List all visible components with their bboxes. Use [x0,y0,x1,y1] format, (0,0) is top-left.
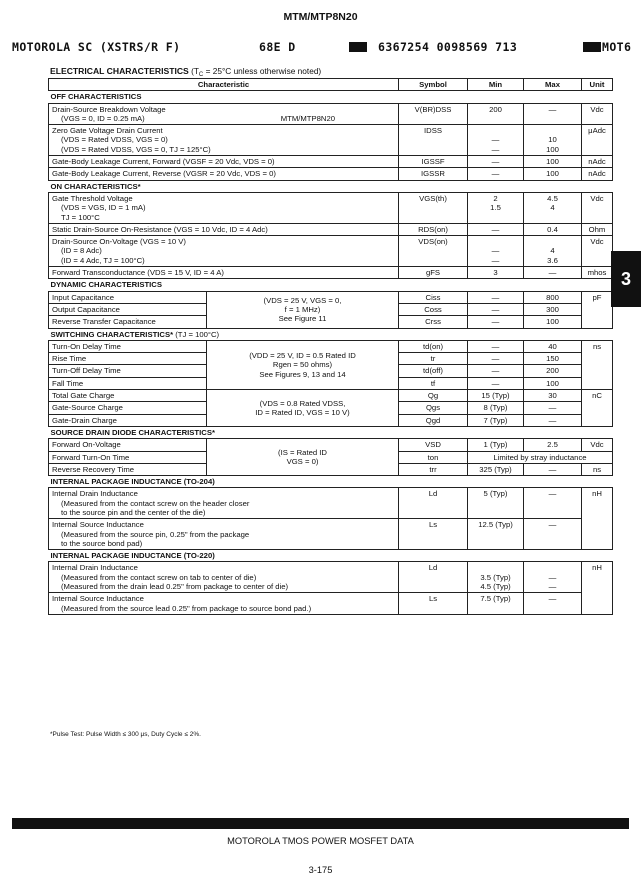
table-row: Zero Gate Voltage Drain Current (VDS = Rated VDSS, VGS = 0) (VDS = Rated VDSS, VGS = 0, TJ = 125°C) IDSS — — 10 100 μAdc [49,125,613,156]
table-row: Total Gate Charge (VDS = 0.8 Rated VDSS, ID = Rated ID, VGS = 10 V) Qg 15 (Typ) 30 nC [49,390,613,402]
page-number: 3-175 [308,865,333,875]
table-header-row [49,79,613,91]
section-tab: 3 [611,251,641,307]
table-row: Turn-On Delay Time (VDD = 25 V, ID = 0.5 Rated ID Rgen = 50 ohms) See Figures 9, 13 and 14 td(on) — 40 ns [49,340,613,352]
section-dynamic: DYNAMIC CHARACTERISTICS [50,280,162,290]
col-max: Max [524,79,582,91]
diode-conditions: (IS = Rated ID VGS = 0) [207,439,399,476]
section-off: OFF CHARACTERISTICS [50,92,142,102]
header-strip-code2: 6367254 0098569 713 [378,40,518,54]
table-row: Forward Transconductance (VDS = 15 V, ID = 4 A) gFS 3 — mhos [49,267,613,279]
table-row: Reverse Recovery Time trr 325 (Typ) — ns [49,463,613,475]
table-row: Turn-Off Delay Time td(off) — 200 [49,365,613,377]
table-row: Rise Time tr — 150 [49,353,613,365]
header-strip-code3: MOT6 [602,40,632,54]
table-row: Gate-Body Leakage Current, Forward (VGSF = 20 Vdc, VDS = 0) IGSSF — 100 nAdc [49,156,613,168]
dynamic-conditions: (VDS = 25 V, VGS = 0, f = 1 MHz) See Figure 11 [207,291,399,328]
table-row: Internal Drain Inductance (Measured from the contact screw on the header closer to the source pin and the center of the die) Ld 5 (Typ) — nH [49,488,613,519]
gate-charge-conditions: (VDS = 0.8 Rated VDSS, ID = Rated ID, VGS = 10 V) [207,390,399,427]
table-row: Reverse Transfer Capacitance Crss — 100 [49,316,613,328]
footer-bar [12,818,629,829]
table-row: Gate-Drain Charge Qgd 7 (Typ) — [49,414,613,426]
table-row: Static Drain-Source On-Resistance (VGS = 10 Vdc, ID = 4 Adc) RDS(on) — 0.4 Ohm [49,223,613,235]
section-on: ON CHARACTERISTICS* [50,181,141,191]
switching-conditions: (VDD = 25 V, ID = 0.5 Rated ID Rgen = 50 ohms) See Figures 9, 13 and 14 [207,340,399,389]
pulse-test-note: *Pulse Test: Pulse Width ≤ 300 μs, Duty Cycle ≤ 2%. [50,731,201,738]
col-min: Min [468,79,524,91]
section-inductance-to220: INTERNAL PACKAGE INDUCTANCE (TO-220) [50,551,215,561]
section-switching: SWITCHING CHARACTERISTICS* (TJ = 100°C) [50,329,220,339]
table-row: Gate-Source Charge Qgs 8 (Typ) — [49,402,613,414]
header-strip-block-2 [583,40,601,54]
table-row: Gate-Body Leakage Current, Reverse (VGSR = 20 Vdc, VDS = 0) IGSSR — 100 nAdc [49,168,613,180]
table-row: Input Capacitance (VDS = 25 V, VGS = 0, f = 1 MHz) See Figure 11 Ciss — 800 pF [49,291,613,303]
part-number-title: MTM/MTP8N20 [283,11,358,23]
table-row: Drain-Source On-Voltage (VGS = 10 V) (ID = 8 Adc) (ID = 4 Adc, TJ = 100°C) VDS(on) — — 4 3.6 Vdc [49,236,613,267]
col-symbol: Symbol [399,79,468,91]
table-row: Drain-Source Breakdown Voltage (VGS = 0, ID = 0.25 mA) MTM/MTP8N20 V(BR)DSS 200 — Vdc [49,103,613,125]
section-diode: SOURCE DRAIN DIODE CHARACTERISTICS* [50,427,215,437]
col-unit: Unit [582,79,613,91]
table-row: Forward On-Voltage (IS = Rated ID VGS = 0) VSD 1 (Typ) 2.5 Vdc [49,439,613,451]
table-row: Internal Source Inductance (Measured from the source pin, 0.25" from the package to the source bond pad) Ls 12.5 (Typ) — [49,519,613,550]
table-row: Internal Source Inductance (Measured from the source lead 0.25" from package to source bond pad.) Ls 7.5 (Typ) — [49,593,613,615]
electrical-characteristics-title: ELECTRICAL CHARACTERISTICS ($T_C = 25^\circ C$ unless otherwise noted) [50,66,322,78]
header-strip-block-1 [349,40,367,54]
table-row: Gate Threshold Voltage (VDS = VGS, ID = 1 mA) TJ = 100°C VGS(th) 2 1.5 4.5 4 Vdc [49,192,613,223]
header-strip-left: MOTOROLA SC (XSTRS/R F) [12,40,181,54]
col-characteristic: Characteristic [49,79,399,91]
table-row: Forward Turn-On Time ton Limited by stray inductance [49,451,613,463]
header-strip-code1: 68E D [259,40,296,54]
electrical-characteristics-table [48,78,613,615]
table-row: Fall Time tf — 100 [49,377,613,389]
table-row: Output Capacitance Coss — 300 [49,303,613,315]
section-inductance-to204: INTERNAL PACKAGE INDUCTANCE (TO-204) [50,477,215,487]
footer-title: MOTOROLA TMOS POWER MOSFET DATA [227,836,414,846]
header-strip [12,40,641,54]
table-row: Internal Drain Inductance (Measured from the contact screw on tab to center of die) (Measured from the drain lead 0.25" from package to center of die) Ld 3.5 (Typ) 4.5 (Typ) — — nH [49,562,613,593]
